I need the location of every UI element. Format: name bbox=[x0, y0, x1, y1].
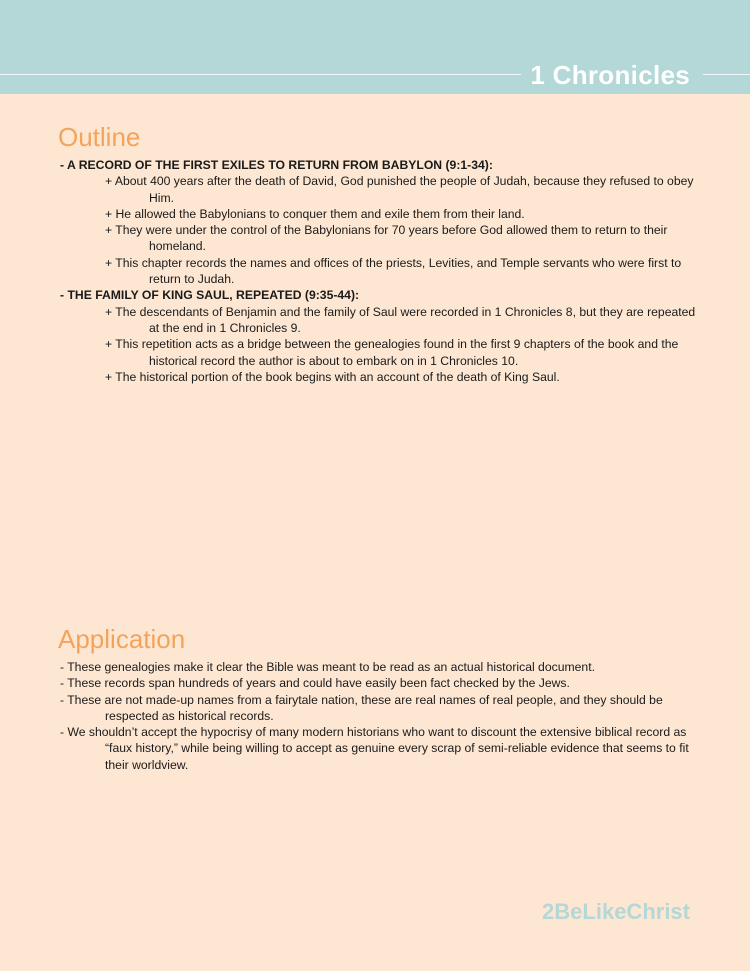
application-title: Application bbox=[58, 624, 186, 654]
outline-item: + This repetition acts as a bridge between the genealogies found in the first 9 chapters of the book and the historical record the author is about to embark on in 1 Chronicles 10. bbox=[105, 337, 679, 368]
outline-item: + This chapter records the names and offices of the priests, Levities, and Temple servants who were first to return to Judah. bbox=[105, 255, 682, 287]
outline-heading: - THE FAMILY OF KING SAUL, REPEATED (9:35-44): bbox=[60, 288, 360, 303]
outline-item: + He allowed the Babylonians to conquer them and exile them from their land. bbox=[105, 206, 525, 221]
outline-content bbox=[60, 157, 700, 385]
application-item: - These records span hundreds of years and could have easily been fact checked by the Jews. bbox=[60, 676, 570, 691]
brand-logo: 2BeLikeChrist bbox=[542, 899, 690, 924]
outline-item: + The descendants of Benjamin and the family of Saul were recorded in 1 Chronicles 8, but they are repeated at the end in 1 Chronicles 9. bbox=[105, 304, 696, 335]
outline-item: + They were under the control of the Babylonians for 70 years before God allowed them to return to their homeland. bbox=[105, 223, 668, 254]
application-item: - These are not made-up names from a fairytale nation, these are real names of real people, and they should be respected as historical records. bbox=[60, 692, 663, 723]
application-content bbox=[60, 659, 700, 773]
header-banner bbox=[0, 0, 750, 94]
header-rule-right bbox=[703, 74, 750, 75]
outline-heading: - A RECORD OF THE FIRST EXILES TO RETURN FROM BABYLON (9:1-34): bbox=[60, 158, 493, 172]
application-item: - We shouldn’t accept the hypocrisy of many modern historians who want to discount the extensive biblical record as “faux history,” while being willing to accept as genuine every scrap of semi-reliable evidence that seems to fit their worldview. bbox=[60, 725, 689, 772]
application-item: - These genealogies make it clear the Bible was meant to be read as an actual historical document. bbox=[60, 660, 595, 674]
header-rule-left bbox=[0, 74, 521, 75]
outline-item: + About 400 years after the death of David, God punished the people of Judah, because they refused to obey Him. bbox=[105, 174, 694, 205]
book-title: 1 Chronicles bbox=[530, 60, 690, 90]
outline-title: Outline bbox=[58, 122, 141, 152]
outline-item: + The historical portion of the book begins with an account of the death of King Saul. bbox=[105, 369, 560, 384]
